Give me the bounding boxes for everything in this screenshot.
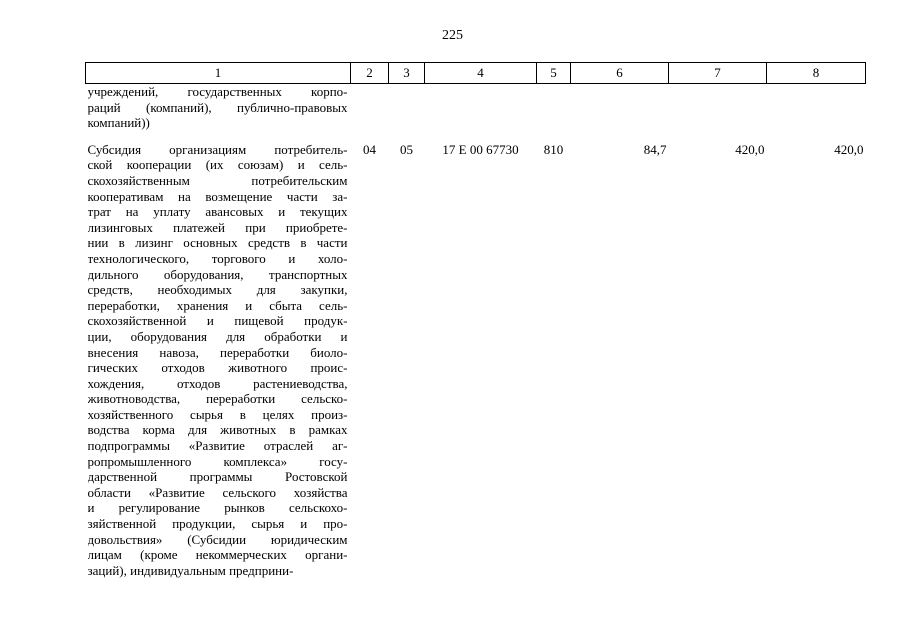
text-line: скохозяйственным потребительским: [87, 172, 348, 188]
amount-col-7: 420,0: [735, 141, 765, 157]
text-line: учреждений, государственных корпо-: [87, 84, 348, 99]
row-description: [86, 139, 351, 579]
header-col-6: 6: [571, 63, 669, 84]
text-line: подпрограммы «Развитие отраслей аг-: [87, 438, 348, 454]
continuation-row: [86, 84, 866, 139]
text-line: животноводства, переработки сельско-: [87, 391, 348, 407]
header-col-7: 7: [669, 63, 767, 84]
text-line: лизинговых платежей при приобрете-: [87, 219, 348, 235]
text-line: хозяйственного сырья в целях произ-: [87, 406, 348, 422]
table-row: [86, 139, 866, 579]
text-line: гических отходов животного проис-: [87, 360, 348, 376]
text-line: кооперативам на возмещение части за-: [87, 188, 348, 204]
header-col-1: 1: [86, 63, 351, 84]
amount-col-8: 420,0: [834, 141, 864, 157]
page-number: 225: [442, 28, 463, 43]
header-row: [86, 63, 866, 84]
text-line: ропромышленного комплекса» госу-: [87, 453, 348, 469]
text-line: дарственной программы Ростовской: [87, 469, 348, 485]
subsection-code: 05: [400, 141, 413, 157]
text-line: нии в лизинг основных средств в части: [87, 235, 348, 251]
text-line: области «Развитие сельского хозяйства: [87, 484, 348, 500]
continuation-description: [86, 84, 351, 139]
header-col-8: 8: [767, 63, 866, 84]
text-line: переработки, хранения и сбыта сель-: [87, 297, 348, 313]
text-line: средств, необходимых для закупки,: [87, 282, 348, 298]
table-header: [86, 63, 866, 84]
header-col-2: 2: [351, 63, 389, 84]
text-line: раций (компаний), публично-правовых: [87, 99, 348, 115]
text-line: лицам (кроме некоммерческих органи-: [87, 547, 348, 563]
text-line: компаний)): [87, 115, 150, 131]
text-line: хождения, отходов растениеводства,: [87, 375, 348, 391]
text-line: ции, оборудования для обработки и: [87, 328, 348, 344]
text-line: внесения навоза, переработки биоло-: [87, 344, 348, 360]
header-col-5: 5: [537, 63, 571, 84]
header-col-4: 4: [425, 63, 537, 84]
text-line: Субсидия организациям потребитель-: [87, 141, 348, 157]
amount-col-6: 84,7: [643, 141, 667, 157]
text-line: водства корма для животных в рамках: [87, 422, 348, 438]
text-line: и регулирование рынков сельскохо-: [87, 500, 348, 516]
text-line: зяйственной продукции, сырья и про-: [87, 516, 348, 532]
expense-type-code: 810: [543, 141, 564, 157]
target-article-code: 17 Е 00 67730: [442, 141, 519, 157]
text-line: трат на уплату авансовых и текущих: [87, 204, 348, 220]
text-line: дильного оборудования, транспортных: [87, 266, 348, 282]
text-line: технологического, торгового и холо-: [87, 250, 348, 266]
text-line: довольствия» (Субсидии юридическим: [87, 531, 348, 547]
text-line: скохозяйственной и пищевой продук-: [87, 313, 348, 329]
text-line: заций), индивидуальным предприни-: [87, 562, 294, 578]
header-col-3: 3: [389, 63, 425, 84]
text-line: ской кооперации (их союзам) и сель-: [87, 157, 348, 173]
budget-table: [85, 62, 866, 578]
section-code: 04: [363, 141, 376, 157]
